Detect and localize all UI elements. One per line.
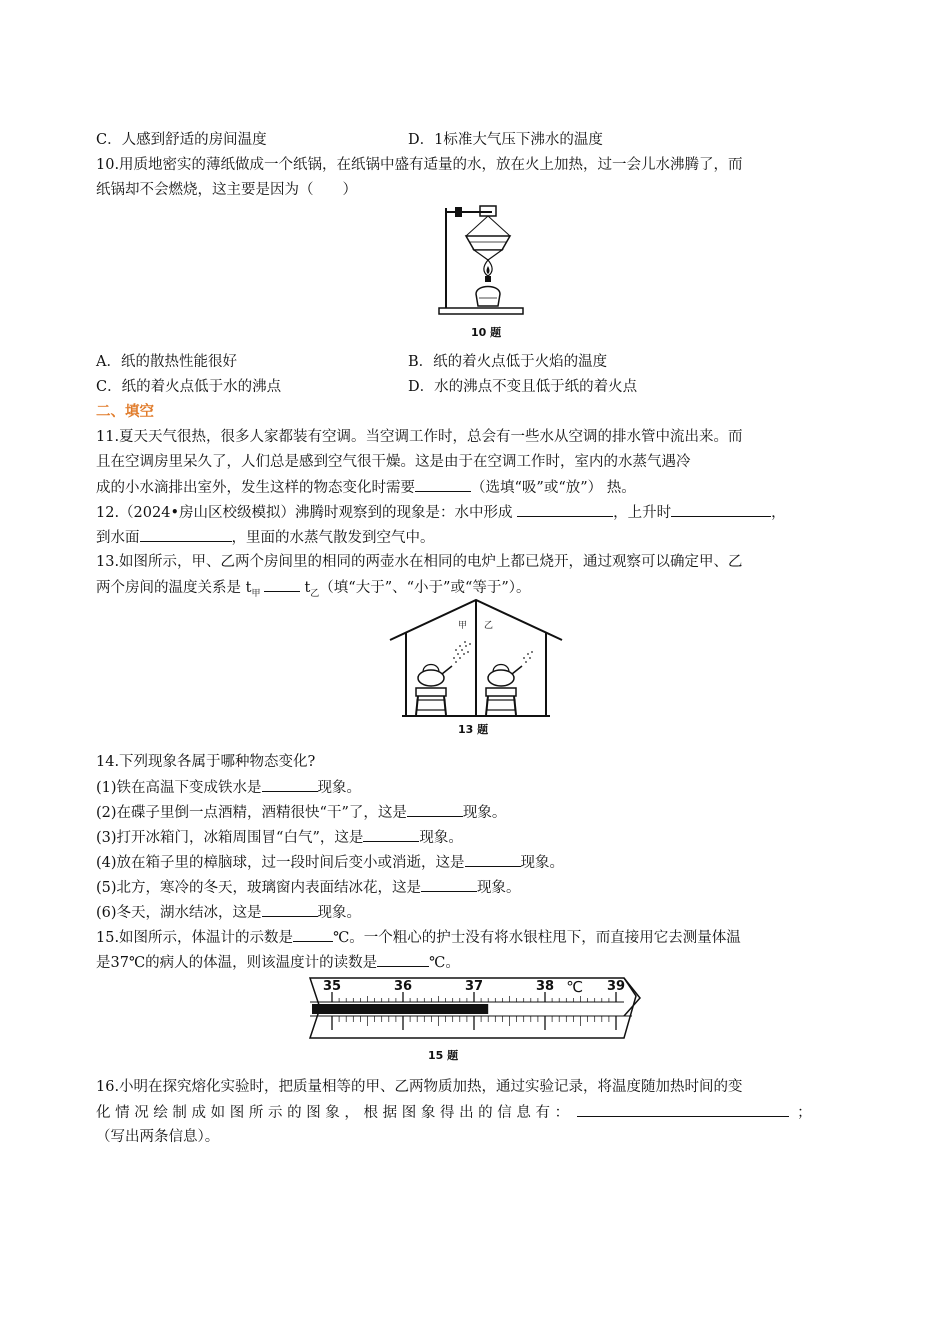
q15-line1 — [96, 927, 741, 948]
q11-answer-blank[interactable] — [415, 477, 471, 492]
q13-figure-caption: 13 题 — [458, 723, 489, 736]
q12-blank-3[interactable] — [140, 527, 232, 542]
q13-line2-text-c: （填“大于”、“小于”或“等于”）。 — [319, 580, 531, 596]
q14-item-3-suffix: 现象。 — [419, 830, 463, 846]
section-heading-fill-in: 二、填空 — [96, 403, 154, 420]
q12-line2-text-a: 到水面 — [96, 530, 140, 546]
q10-figure-caption: 10 题 — [471, 326, 502, 339]
scale-label-36: 36 — [393, 979, 413, 994]
scale-label-38: 38 — [535, 979, 555, 994]
q10-option-a: A．纸的散热性能很好 — [96, 354, 237, 370]
q13-answer-blank[interactable] — [264, 577, 300, 592]
q11-line3-text-b: （选填“吸”或“放”） 热。 — [471, 480, 636, 496]
q15-blank-1[interactable] — [293, 927, 333, 942]
q10-option-c: C．纸的着火点低于水的沸点 — [96, 379, 282, 395]
q15-blank-2[interactable] — [377, 952, 429, 967]
q12-line1-text-c: ， — [771, 505, 786, 521]
q16-line2-text-a: 化 情 况 绘 制 成 如 图 所 示 的 图 象 ， 根 据 图 象 得 出 的 信 息 有 ： — [96, 1105, 570, 1121]
q16-line2 — [96, 1102, 812, 1123]
q15-line2 — [96, 952, 460, 973]
q15-scale-unit: ℃ — [566, 978, 584, 996]
q14-item-2 — [96, 802, 506, 823]
q13-right-kettle — [486, 651, 533, 715]
q11-line1: 11.夏天天气很热，很多人家都装有空调。当空调工作时，总会有一些水从空调的排水管中流出来。而 — [96, 429, 743, 445]
q14-item-1 — [96, 777, 361, 798]
scale-label-37: 37 — [464, 979, 484, 994]
q14-item-6 — [96, 902, 361, 923]
q14-item-1-blank[interactable] — [262, 777, 318, 792]
q13-line2-text-a: 两个房间的温度关系是 t — [96, 580, 252, 596]
q11-line3-text-a: 成的小水滴排出室外，发生这样的物态变化时需要 — [96, 480, 415, 496]
q14-item-2-suffix: 现象。 — [462, 805, 507, 821]
q12-line2-text-b: ，里面的水蒸气散发到空气中。 — [231, 530, 435, 546]
q15-line1-text-b: ℃。一个粗心的护士没有将水银柱甩下，而直接用它去测量体温 — [333, 930, 741, 946]
q14-item-4-blank[interactable] — [465, 852, 521, 867]
q13-room-left-label: 甲 — [458, 621, 468, 631]
q14-item-5 — [96, 877, 521, 898]
q13-figure-two-rooms — [386, 596, 566, 738]
q15-line2-text-b: ℃。 — [429, 955, 460, 971]
q14-item-3-text: (3)打开冰箱门，冰箱周围冒“白气”，这是 — [96, 830, 364, 846]
q13-line2-text-b: t — [304, 580, 311, 596]
q14-item-2-blank[interactable] — [407, 802, 463, 817]
q16-line2-text-b: ； — [797, 1105, 812, 1121]
q14-item-2-text: (2)在碟子里倒一点酒精，酒精很快“干”了，这是 — [96, 805, 407, 821]
q11-line2: 且在空调房里呆久了，人们总是感到空气很干燥。这是由于在空调工作时，室内的水蒸气遇冷 — [96, 454, 691, 470]
q13-sub-jia: 甲 — [251, 588, 261, 599]
q14-title: 14.下列现象各属于哪种物态变化? — [96, 754, 316, 770]
q11-line3 — [96, 477, 636, 498]
q10-option-b: B．纸的着火点低于火焰的温度 — [408, 354, 608, 370]
q12-line1-text-a: 12.（2024•房山区校级模拟）沸腾时观察到的现象是：水中形成 — [96, 505, 518, 521]
q15-line1-text-a: 15.如图所示，体温计的示数是 — [96, 930, 294, 946]
q14-item-3 — [96, 827, 463, 848]
q14-item-1-suffix: 现象。 — [317, 780, 362, 796]
q12-blank-1[interactable] — [517, 502, 613, 517]
q10-figure-paper-pot — [436, 202, 526, 340]
q13-room-right-label: 乙 — [484, 621, 494, 631]
q12-line2 — [96, 527, 435, 548]
q15-figure-thermometer — [306, 972, 646, 1064]
q14-item-6-text: (6)冬天，湖水结冰，这是 — [96, 905, 262, 921]
q14-item-6-blank[interactable] — [262, 902, 318, 917]
q14-item-5-text: (5)北方，寒冷的冬天，玻璃窗内表面结冰花，这是 — [96, 880, 422, 896]
scale-label-35: 35 — [322, 979, 342, 994]
q12-line1-text-b: ，上升时 — [613, 505, 672, 521]
q15-figure-caption: 15 题 — [428, 1049, 459, 1062]
q16-line3: （写出两条信息）。 — [96, 1129, 220, 1145]
q16-answer-blank[interactable] — [577, 1102, 789, 1117]
q10-stem-line1: 10.用质地密实的薄纸做成一个纸锅，在纸锅中盛有适量的水，放在火上加热，过一会儿水沸腾了，而 — [96, 157, 743, 173]
q14-item-1-text: (1)铁在高温下变成铁水是 — [96, 780, 262, 796]
q14-item-6-suffix: 现象。 — [317, 905, 362, 921]
q9-option-c: C．人感到舒适的房间温度 — [96, 132, 267, 148]
q9-option-d: D．1标准大气压下沸水的温度 — [408, 132, 603, 148]
q14-item-3-blank[interactable] — [363, 827, 419, 842]
q12-blank-2[interactable] — [671, 502, 771, 517]
q14-item-4-text: (4)放在箱子里的樟脑球，过一段时间后变小或消逝，这是 — [96, 855, 465, 871]
q10-option-d: D．水的沸点不变且低于纸的着火点 — [408, 379, 638, 395]
q13-left-kettle — [416, 641, 471, 715]
q15-line2-text-a: 是37℃的病人的体温，则该温度计的读数是 — [96, 955, 378, 971]
scale-label-39: 39 — [606, 979, 626, 994]
q15-mercury-column — [312, 1004, 488, 1014]
q14-item-5-suffix: 现象。 — [477, 880, 521, 896]
q13-sub-yi: 乙 — [310, 588, 320, 599]
q10-stem-line2: 纸锅却不会燃烧，这主要是因为（ ） — [96, 182, 357, 198]
q12-line1 — [96, 502, 786, 523]
q14-item-4 — [96, 852, 564, 873]
q14-item-4-suffix: 现象。 — [520, 855, 565, 871]
q13-line1: 13.如图所示，甲、乙两个房间里的相同的两壶水在相同的电炉上都已烧开，通过观察可以确定甲、乙 — [96, 554, 743, 570]
q16-line1: 16.小明在探究熔化实验时，把质量相等的甲、乙两物质加热，通过实验记录，将温度随加热时间的变 — [96, 1079, 743, 1095]
q14-item-5-blank[interactable] — [421, 877, 477, 892]
